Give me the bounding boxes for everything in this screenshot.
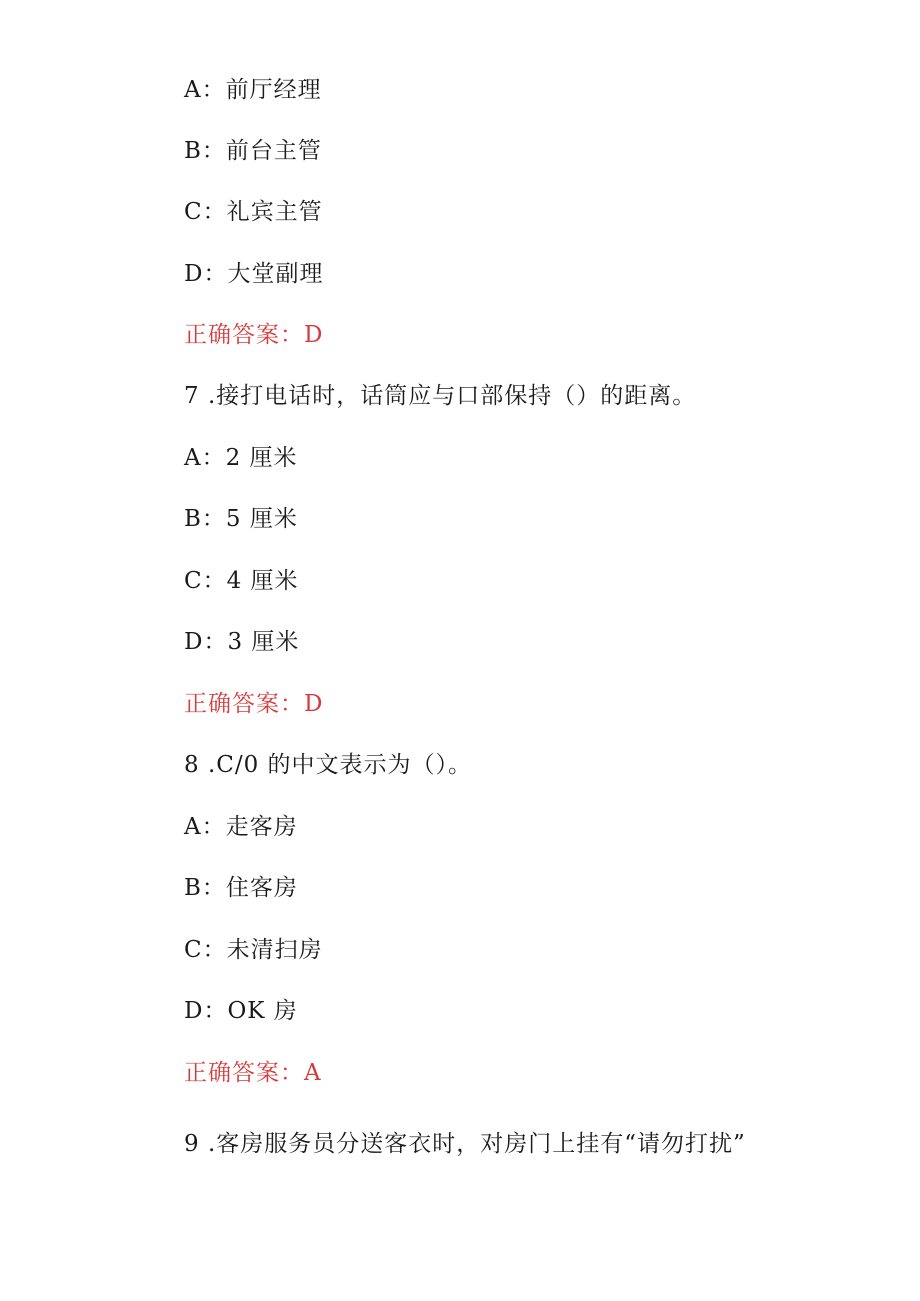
q6-option-d: D：大堂副理 bbox=[184, 261, 324, 287]
q8-option-d: D：OK 房 bbox=[184, 998, 298, 1024]
q8-option-a: A：走客房 bbox=[184, 814, 298, 840]
q8-correct-answer: 正确答案：A bbox=[184, 1060, 322, 1086]
q7-option-b: B：5 厘米 bbox=[184, 506, 298, 532]
q7-option-c: C：4 厘米 bbox=[184, 568, 299, 594]
q6-option-a: A：前厅经理 bbox=[184, 77, 322, 103]
q7-question: 7 .接打电话时，话筒应与口部保持（）的距离。 bbox=[184, 383, 697, 409]
q8-question: 8 .C/0 的中文表示为（）。 bbox=[184, 752, 473, 778]
q6-correct-answer: 正确答案：D bbox=[184, 322, 324, 348]
q7-correct-answer: 正确答案：D bbox=[184, 691, 324, 717]
q7-option-a: A：2 厘米 bbox=[184, 445, 298, 471]
q8-option-c: C：未清扫房 bbox=[184, 937, 323, 963]
q8-option-b: B：住客房 bbox=[184, 875, 298, 901]
q7-option-d: D：3 厘米 bbox=[184, 629, 300, 655]
q9-question: 9 .客房服务员分送客衣时，对房门上挂有“请勿打扰” bbox=[184, 1131, 746, 1157]
q6-option-b: B：前台主管 bbox=[184, 138, 322, 164]
q6-option-c: C：礼宾主管 bbox=[184, 199, 323, 225]
